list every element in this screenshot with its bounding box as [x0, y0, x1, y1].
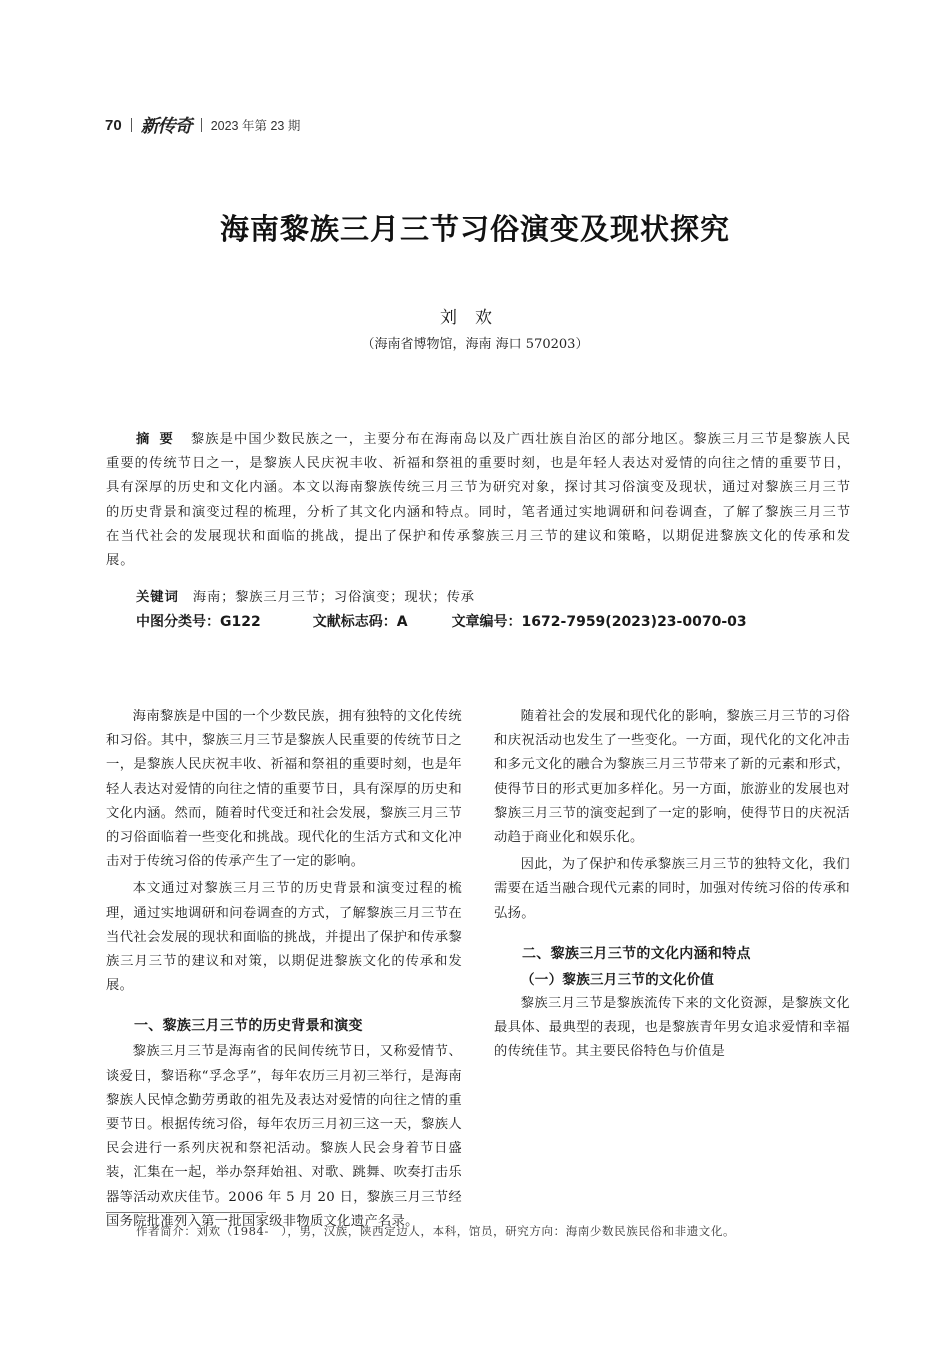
classification-line	[136, 611, 747, 631]
document-code: 文献标志码：A	[312, 614, 408, 630]
section-2-paragraph-1: 黎族三月三节是黎族流传下来的文化资源，是黎族文化最具体、最典型的表现，也是黎族青年男女追求爱情和幸福的传统佳节。其主要民俗特色与价值是	[494, 995, 850, 1060]
footnote-rule	[106, 1212, 266, 1213]
section-2-heading: 二、黎族三月三节的文化内涵和特点	[522, 945, 751, 962]
intro-paragraph-2: 本文通过对黎族三月三节的历史背景和演变过程的梳理，通过实地调研和问卷调查的方式，了解黎族三月三节在当代社会发展的现状和面临的挑战，并提出了保护和传承黎族三月三节的建议和对策，以期促进黎族文化的传承和发展。	[106, 881, 462, 994]
section-1-paragraph-1: 黎族三月三节是海南省的民间传统节日，又称爱情节、谈爱日，黎语称“孚念孚”，每年农历三月初三举行，是海南黎族人民悼念勤劳勇敢的祖先及表达对爱情的向往之情的重要节日。根据传统习俗，每年农历三月初三这一天，黎族人民会进行一系列庆祝和祭祀活动。黎族人民会身着节日盛装，汇集在一起，举办祭拜始祖、对歌、跳舞、吹奏打击乐器等活动欢庆佳节。2006 年 5 月 20 日，黎族三月三节经国务院批准列入第一批国家级非物质文化遗产名录。	[106, 1044, 462, 1229]
keywords-text: 海南；黎族三月三节；习俗演变；现状；传承	[192, 590, 475, 605]
author-affiliation: （海南省博物馆，海南 海口 570203）	[361, 337, 589, 352]
abstract	[106, 428, 851, 573]
author-name: 刘欢	[440, 308, 510, 328]
section-1-paragraph-2: 随着社会的发展和现代化的影响，黎族三月三节的习俗和庆祝活动也发生了一些变化。一方面，现代化的文化冲击和多元文化的融合为黎族三月三节带来了新的元素和形式，使得节日的形式更加多样化。另一方面，旅游业的发展也对黎族三月三节的演变起到了一定的影响，使得节日的庆祝活动趋于商业化和娱乐化。	[494, 709, 850, 846]
paper-title: 海南黎族三月三节习俗演变及现状探究	[219, 212, 730, 246]
section-1-heading: 一、黎族三月三节的历史背景和演变	[134, 1018, 363, 1035]
page-number: 70	[105, 116, 122, 134]
header-divider	[131, 118, 132, 132]
article-number: 文章编号：1672-7959(2023)23-0070-03	[451, 614, 747, 630]
section-2-subheading-1: （一）黎族三月三节的文化价值	[521, 971, 715, 988]
body-column-right	[494, 705, 850, 1067]
journal-logo: 新传奇	[140, 116, 192, 137]
clc-number: 中图分类号：G122	[136, 614, 261, 630]
header-divider	[201, 118, 202, 132]
keywords	[136, 586, 475, 605]
body-column-left	[106, 705, 462, 1234]
abstract-label: 摘要	[136, 432, 183, 447]
abstract-text: 黎族是中国少数民族之一，主要分布在海南岛以及广西壮族自治区的部分地区。黎族三月三节是黎族人民重要的传统节日之一，是黎族人民庆祝丰收、祈福和祭祖的重要时刻，也是年轻人表达对爱情的向往之情的重要节日，具有深厚的历史和文化内涵。本文以海南黎族传统三月三节为研究对象，探讨其习俗演变及现状，通过对黎族三月三节的历史背景和演变过程的梳理，分析了其文化内涵和特点。同时，笔者通过实地调研和问卷调查，了解了黎族三月三节在当代社会的发展现状和面临的挑战，提出了保护和传承黎族三月三节的建议和策略，以期促进黎族文化的传承和发展。	[106, 432, 851, 569]
author-footnote: 作者简介：刘欢（1984- ），男，汉族，陕西定边人，本科，馆员，研究方向：海南少数民族民俗和非遗文化。	[136, 1224, 736, 1238]
section-1-paragraph-3: 因此，为了保护和传承黎族三月三节的独特文化，我们需要在适当融合现代元素的同时，加强对传统习俗的传承和弘扬。	[494, 857, 850, 921]
issue-label: 2023 年第 23 期	[210, 119, 301, 133]
running-header	[105, 114, 300, 136]
keywords-label: 关键词	[136, 590, 179, 605]
intro-paragraph-1: 海南黎族是中国的一个少数民族，拥有独特的文化传统和习俗。其中，黎族三月三节是黎族人民重要的传统节日之一，是黎族人民庆祝丰收、祈福和祭祖的重要时刻，也是年轻人表达对爱情的向往之情的重要节日，具有深厚的历史和文化内涵。然而，随着时代变迁和社会发展，黎族三月三节的习俗面临着一些变化和挑战。现代化的生活方式和文化冲击对于传统习俗的传承产生了一定的影响。	[106, 709, 462, 870]
